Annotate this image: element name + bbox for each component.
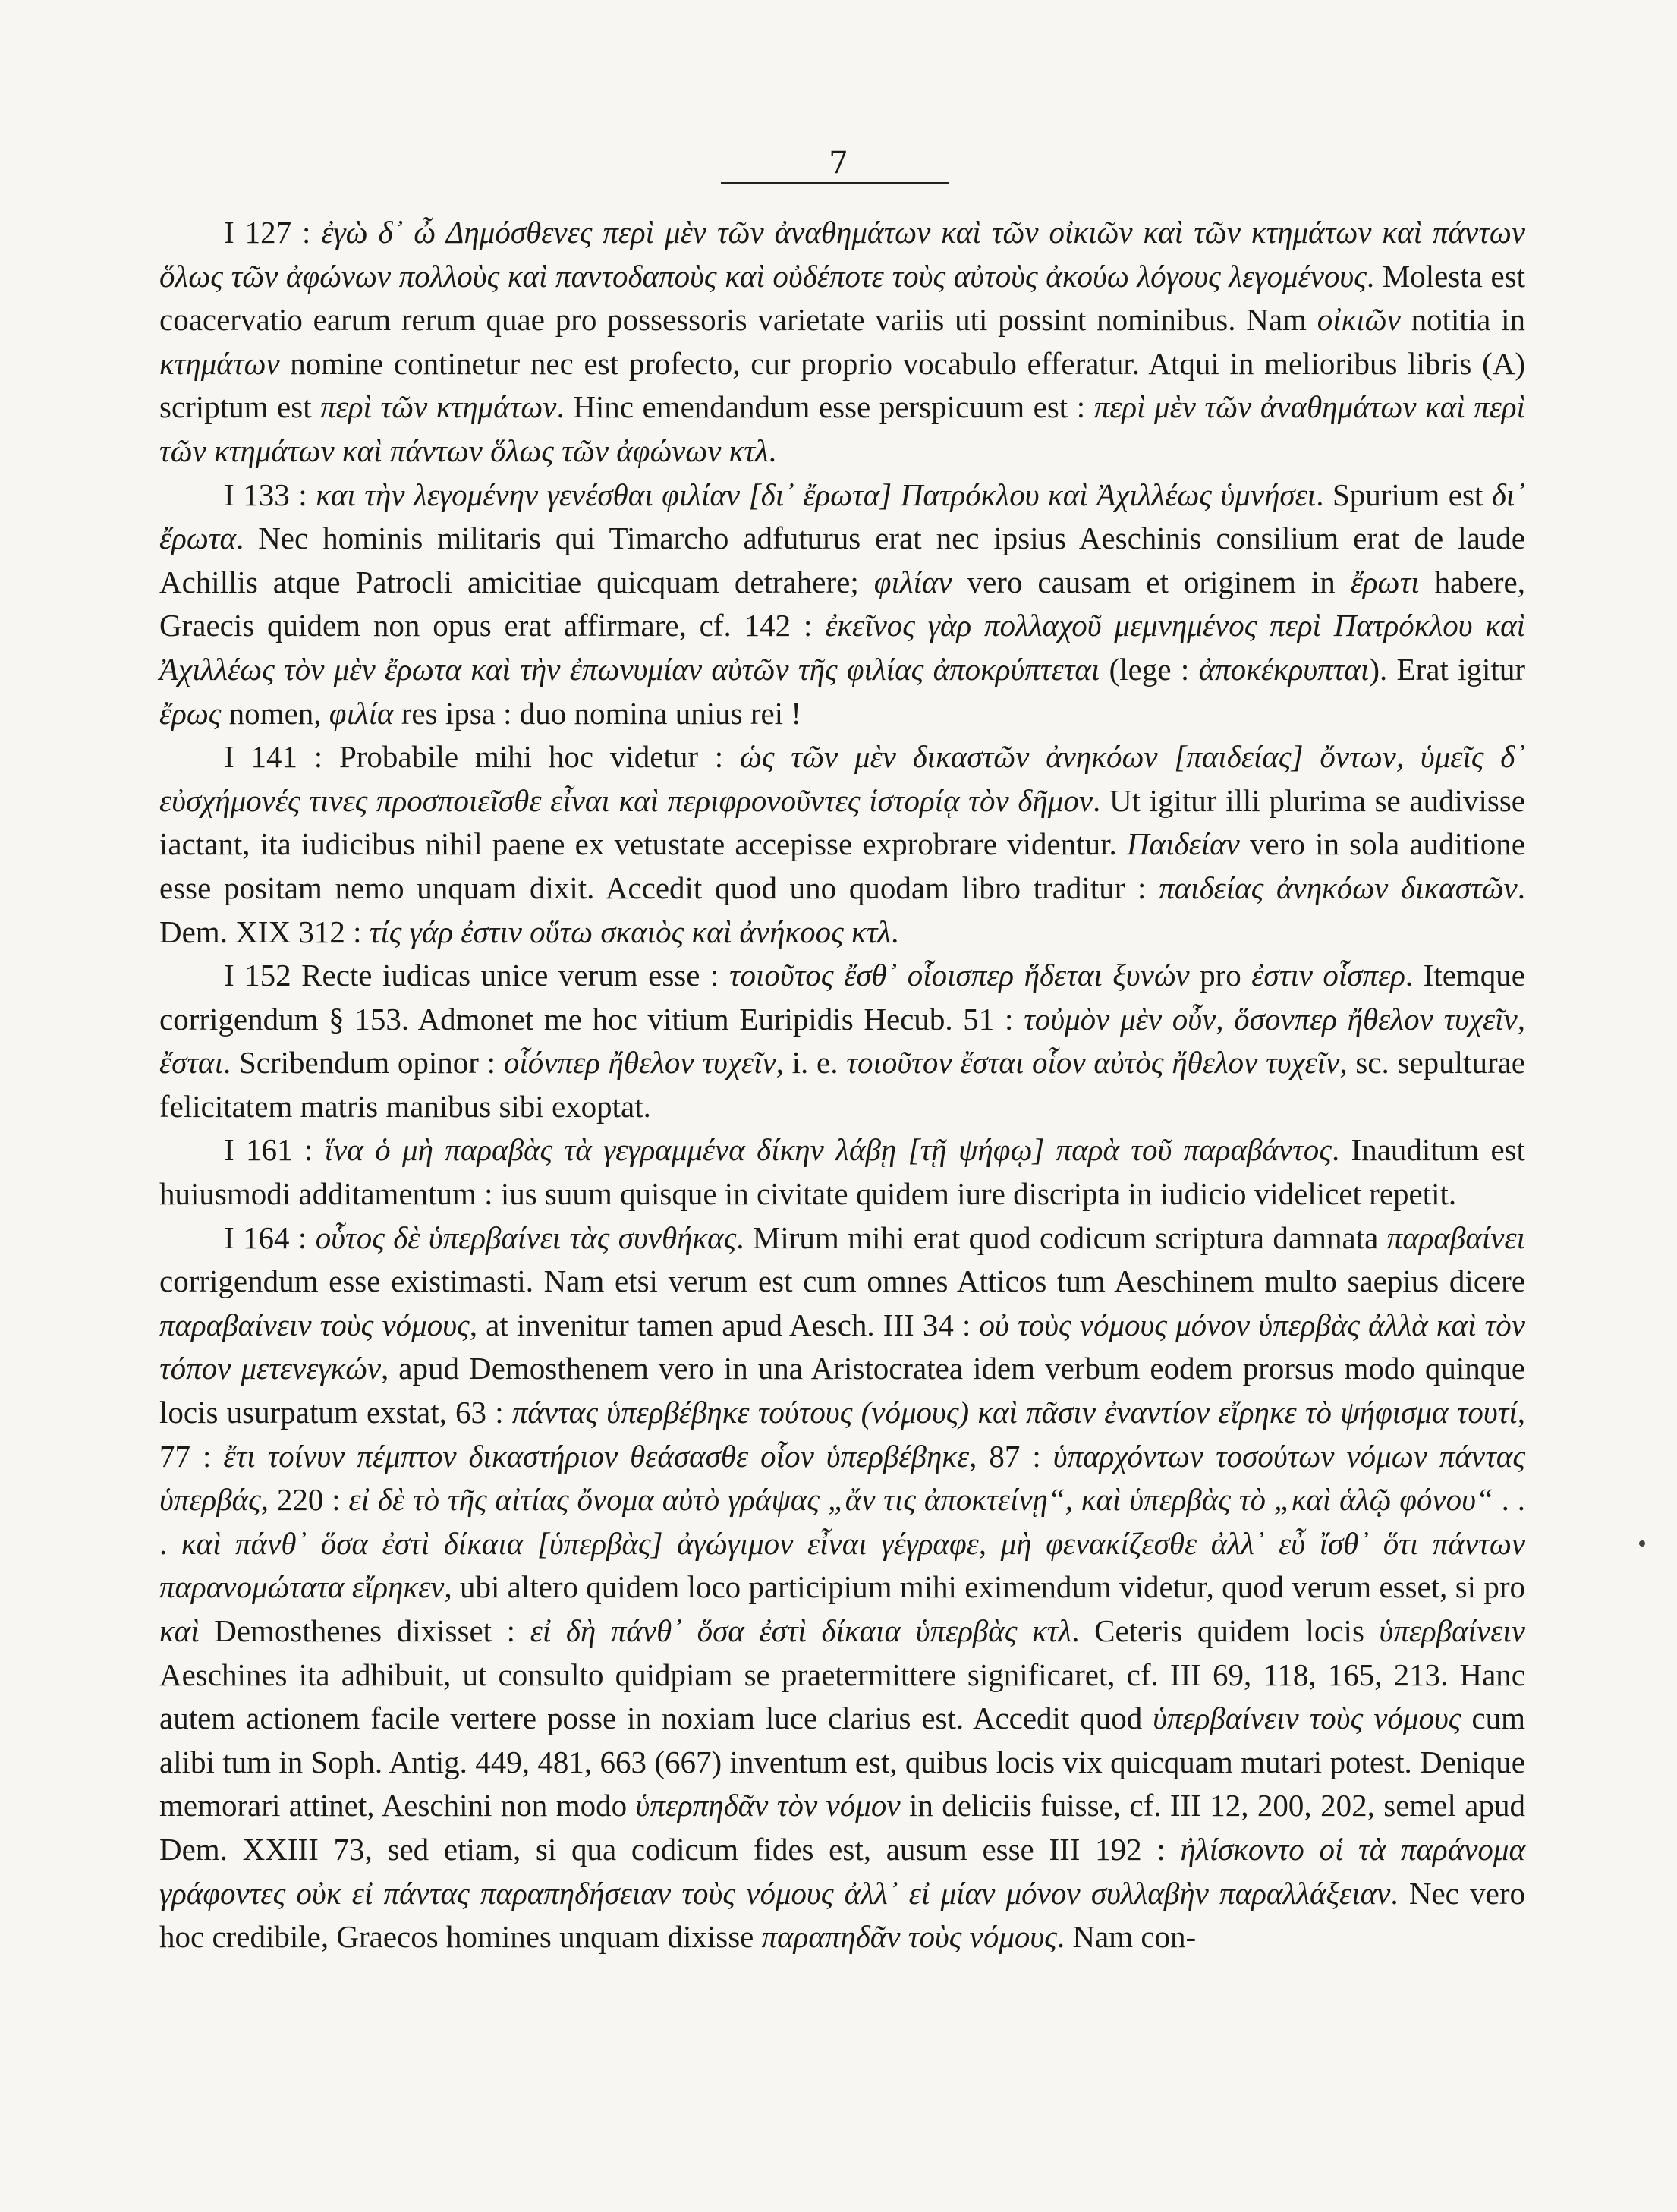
latin-text: . Hinc emendandum esse perspicuum est :: [556, 389, 1094, 425]
greek-quotation: εἰ δὲ τὸ τῆς αἰτίας ὄνομα αὐτὸ γράψας „ἄν τις ἀποκτείνῃ“, καὶ ὑπερβὰς τὸ „καὶ ἁλῷ φόνου“: [348, 1482, 1493, 1518]
paragraph-i-133: [159, 474, 1525, 736]
header-rule: [721, 182, 949, 184]
latin-text: . Nec hominis militaris qui Timarcho adfuturus erat nec ipsius Aeschinis consilium erat de laude Achillis atque Patrocli amicitiae quicquam detrahere;: [159, 521, 1525, 599]
greek-quotation: ἔρως: [159, 695, 222, 731]
page-number: 7: [829, 146, 848, 181]
greek-quotation: ἔτι τοίνυν πέμπτον δικαστήριον θεάσασθε οἷον ὑπερβέβηκε: [223, 1438, 970, 1474]
greek-quotation: οἰκιῶν: [1317, 302, 1401, 338]
paragraph-i-141: [159, 735, 1525, 954]
greek-quotation: ἔρωτι: [1350, 564, 1420, 599]
greek-quotation: δι᾽ ἔρωτα: [159, 477, 1525, 556]
greek-quotation: ἐγὼ δ᾽ ὦ Δημόσθενες περὶ μὲν τῶν ἀναθημάτων καὶ τῶν οἰκιῶν καὶ τῶν κτημάτων καὶ πάντων ὅλως τῶν ἀφώνων πολλοὺς καὶ παντοδαποὺς καὶ οὐδέποτε τοὺς αὐτοὺς ἀκούω λόγους λεγομένους: [159, 215, 1526, 294]
latin-text: I 141 : Probabile mihi hoc videtur :: [224, 739, 740, 775]
latin-text: . Inauditum est huiusmodi additamentum : ius suum quisque in civitate quidem iure discripta in iudicio videlicet repetit.: [159, 1132, 1526, 1212]
latin-text: I 161 :: [224, 1132, 325, 1168]
body-text: [159, 211, 1525, 1959]
greek-quotation: ὑπαρχόντων τοσούτων νόμων πάντας ὑπερβάς: [159, 1438, 1525, 1518]
greek-quotation: ἐστιν οἷσπερ: [1251, 958, 1405, 993]
latin-text: pro: [1189, 958, 1252, 993]
paragraph-i-164: [159, 1216, 1525, 1959]
latin-text: . Dem. XIX 312 :: [159, 870, 1525, 949]
greek-quotation: παραβαίνει: [1386, 1219, 1525, 1255]
greek-quotation: ἠλίσκοντο οἱ τὰ παράνομα γράφοντες οὐκ εἰ πάντας παραπηδήσειαν τοὺς νόμους ἀλλ᾽ εἰ μίαν μόνον συλλαβὴν παραλλάξειαν: [159, 1831, 1526, 1911]
latin-text: vero in sola auditione esse positam nemo unquam dixit. Accedit quod uno quodam libro traditur :: [159, 826, 1525, 905]
greek-quotation: ἐκεῖνος γὰρ πολλαχοῦ μεμνημένος περὶ Πατρόκλου καὶ Ἀχιλλέως τὸν μὲν ἔρωτα καὶ τὴν ἐπωνυμίαν αὐτῶν τῆς φιλίας ἀποκρύπτεται: [159, 608, 1525, 687]
greek-quotation: παιδείας ἀνηκόων δικαστῶν: [1159, 870, 1518, 905]
greek-quotation: ἀποκέκρυπται: [1198, 651, 1370, 687]
latin-text: res ipsa : duo nomina unius rei !: [393, 695, 801, 731]
latin-text: , 87 :: [969, 1438, 1053, 1474]
latin-text: Demosthenes dixisset :: [199, 1613, 530, 1648]
latin-text: , ubi altero quidem loco participium mihi eximendum videtur, quod verum esset, si pro: [444, 1569, 1525, 1605]
greek-quotation: τοιοῦτον ἔσται οἷον αὐτὸς ἤθελον τυχεῖν: [846, 1045, 1340, 1081]
greek-quotation: πάντας ὑπερβέβηκε τούτους (νόμους) καὶ πᾶσιν ἐναντίον εἴρηκε τὸ ψήφισμα τουτί: [511, 1395, 1518, 1430]
print-speck: [1639, 1540, 1645, 1547]
latin-text: notitia in: [1400, 302, 1526, 338]
latin-text: I 127 :: [224, 215, 322, 250]
latin-text: cum alibi tum in Soph. Antig. 449, 481, 663 (667) inventum est, quibus locis vix quicquam mutari potest. Denique memorari attinet, Aeschini non modo: [159, 1701, 1525, 1823]
latin-text: , sc. sepulturae felicitatem matris manibus sibi exoptat.: [159, 1045, 1526, 1124]
latin-text: .: [891, 914, 899, 949]
greek-quotation: Παιδείαν: [1126, 826, 1240, 862]
paragraph-i-152: [159, 954, 1525, 1128]
latin-text: I 164 :: [224, 1219, 316, 1255]
latin-text: , i. e.: [776, 1045, 847, 1081]
paragraph-i-127: [159, 211, 1525, 474]
greek-quotation: τοιοῦτος ἔσθ᾽ οἷοισπερ ἥδεται ξυνών: [728, 958, 1190, 993]
latin-text: nomen,: [221, 695, 329, 731]
greek-quotation: ὑπερβαίνειν: [1379, 1613, 1525, 1648]
latin-text: Aeschines ita adhibuit, ut consulto quidpiam se praetermittere significaret, cf. III 69, 118, 165, 213. Hanc autem actionem facile vertere posse in noxiam luce clarius est. Accedit quod: [159, 1657, 1525, 1736]
greek-quotation: περὶ μὲν τῶν ἀναθημάτων καὶ περὶ τῶν κτημάτων καὶ πάντων ὅλως τῶν ἀφώνων κτλ: [159, 389, 1525, 468]
greek-quotation: κτημάτων: [159, 345, 280, 381]
latin-text: , 77 :: [159, 1395, 1525, 1474]
latin-text: nomine continetur nec est profecto, cur proprio vocabulo efferatur. Atqui in melioribus libris (A) scriptum est: [159, 345, 1525, 425]
greek-quotation: φιλίαν: [873, 564, 952, 599]
greek-quotation: παραπηδᾶν τοὺς νόμους: [761, 1919, 1057, 1955]
latin-text: , 220 :: [260, 1482, 349, 1518]
latin-text: . Nec vero hoc credibile, Graecos homines unquam dixisse: [159, 1875, 1526, 1955]
latin-text: (lege :: [1100, 651, 1199, 687]
latin-text: . Spurium est: [1316, 477, 1492, 512]
latin-text: vero causam et originem in: [952, 564, 1351, 599]
latin-text: . Ceteris quidem locis: [1071, 1613, 1380, 1648]
paragraph-i-161: [159, 1128, 1525, 1216]
latin-text: I 133 :: [224, 477, 316, 512]
latin-text: in deliciis fuisse, cf. III 12, 200, 202, semel apud Dem. XXIII 73, sed etiam, si qua codicum fides est, ausum esse III 192 :: [159, 1788, 1525, 1867]
greek-quotation: οἷόνπερ ἤθελον τυχεῖν: [503, 1045, 776, 1081]
greek-quotation: και τὴν λεγομένην γενέσθαι φιλίαν [δι᾽ ἔρωτα] Πατρόκλου καὶ Ἀχιλλέως ὑμνήσει: [316, 477, 1317, 512]
latin-text: . . .: [159, 1482, 1525, 1561]
latin-text: corrigendum esse existimasti. Nam etsi verum est cum omnes Atticos tum Aeschinem multo saepius dicere: [159, 1263, 1525, 1299]
latin-text: . Nam con-: [1056, 1919, 1197, 1955]
latin-text: .: [768, 433, 777, 468]
greek-quotation: καὶ πάνθ᾽ ὅσα ἐστὶ δίκαια [ὑπερβὰς] ἀγώγιμον εἶναι γέγραφε, μὴ φενακίζεσθε ἀλλ᾽ εὖ ἴσθ᾽ ὅτι πάντων παρανομώτατα εἴρηκεν: [159, 1525, 1525, 1605]
latin-text: . Mirum mihi erat quod codicum scriptura damnata: [736, 1219, 1387, 1255]
greek-quotation: περὶ τῶν κτημάτων: [320, 389, 557, 425]
greek-quotation: ὡς τῶν μὲν δικαστῶν ἀνηκόων [παιδείας] ὄντων, ὑμεῖς δ᾽ εὐσχήμονές τινες προσποιεῖσθε εἶναι καὶ περιφρονοῦντες ἱστορίᾳ τὸν δῆμον: [159, 739, 1525, 818]
greek-quotation: εἰ δὴ πάνθ᾽ ὅσα ἐστὶ δίκαια ὑπερβὰς κτλ: [530, 1613, 1072, 1648]
latin-text: ). Erat igitur: [1369, 651, 1525, 687]
latin-text: , apud Demosthenem vero in una Aristocratea idem verbum eodem prorsus modo quinque locis usurpatum exstat, 63 :: [159, 1351, 1525, 1430]
greek-quotation: φιλία: [329, 695, 394, 731]
latin-text: , at invenitur tamen apud Aesch. III 34 :: [469, 1307, 980, 1342]
greek-quotation: ὑπερβαίνειν τοὺς νόμους: [1153, 1701, 1461, 1736]
latin-text: . Ut igitur illi plurima se audivisse iactant, ita iudicibus nihil paene ex vetustate accepisse exprobrare videntur.: [159, 782, 1525, 862]
greek-quotation: οὐ τοὺς νόμους μόνον ὑπερβὰς ἀλλὰ καὶ τὸν τόπον μετενεγκών: [159, 1307, 1525, 1386]
greek-quotation: τοὐμὸν μὲν οὖν, ὅσονπερ ἤθελον τυχεῖν, ἔσται: [159, 1001, 1525, 1081]
greek-quotation: τίς γάρ ἐστιν οὕτω σκαιὸς καὶ ἀνήκοος κτλ: [369, 914, 892, 949]
greek-quotation: ὑπερπηδᾶν τὸν νόμον: [635, 1788, 901, 1823]
latin-text: . Itemque corrigendum § 153. Admonet me hoc vitium Euripidis Hecub. 51 :: [159, 958, 1525, 1037]
greek-quotation: ἵνα ὁ μὴ παραβὰς τὰ γεγραμμένα δίκην λάβῃ [τῇ ψήφῳ] παρὰ τοῦ παραβάντος: [324, 1132, 1332, 1168]
latin-text: . Scribendum opinor :: [222, 1045, 504, 1081]
latin-text: habere, Graecis quidem non opus erat affirmare, cf. 142 :: [159, 564, 1526, 643]
latin-text: I 152 Recte iudicas unice verum esse :: [224, 958, 729, 993]
greek-quotation: οὗτος δὲ ὑπερβαίνει τὰς συνθήκας: [315, 1219, 737, 1255]
latin-text: . Molesta est coacervatio earum rerum quae pro possessoris varietate variis uti possint nominibus. Nam: [159, 258, 1525, 338]
greek-quotation: καὶ: [159, 1613, 200, 1648]
greek-quotation: παραβαίνειν τοὺς νόμους: [159, 1307, 470, 1342]
